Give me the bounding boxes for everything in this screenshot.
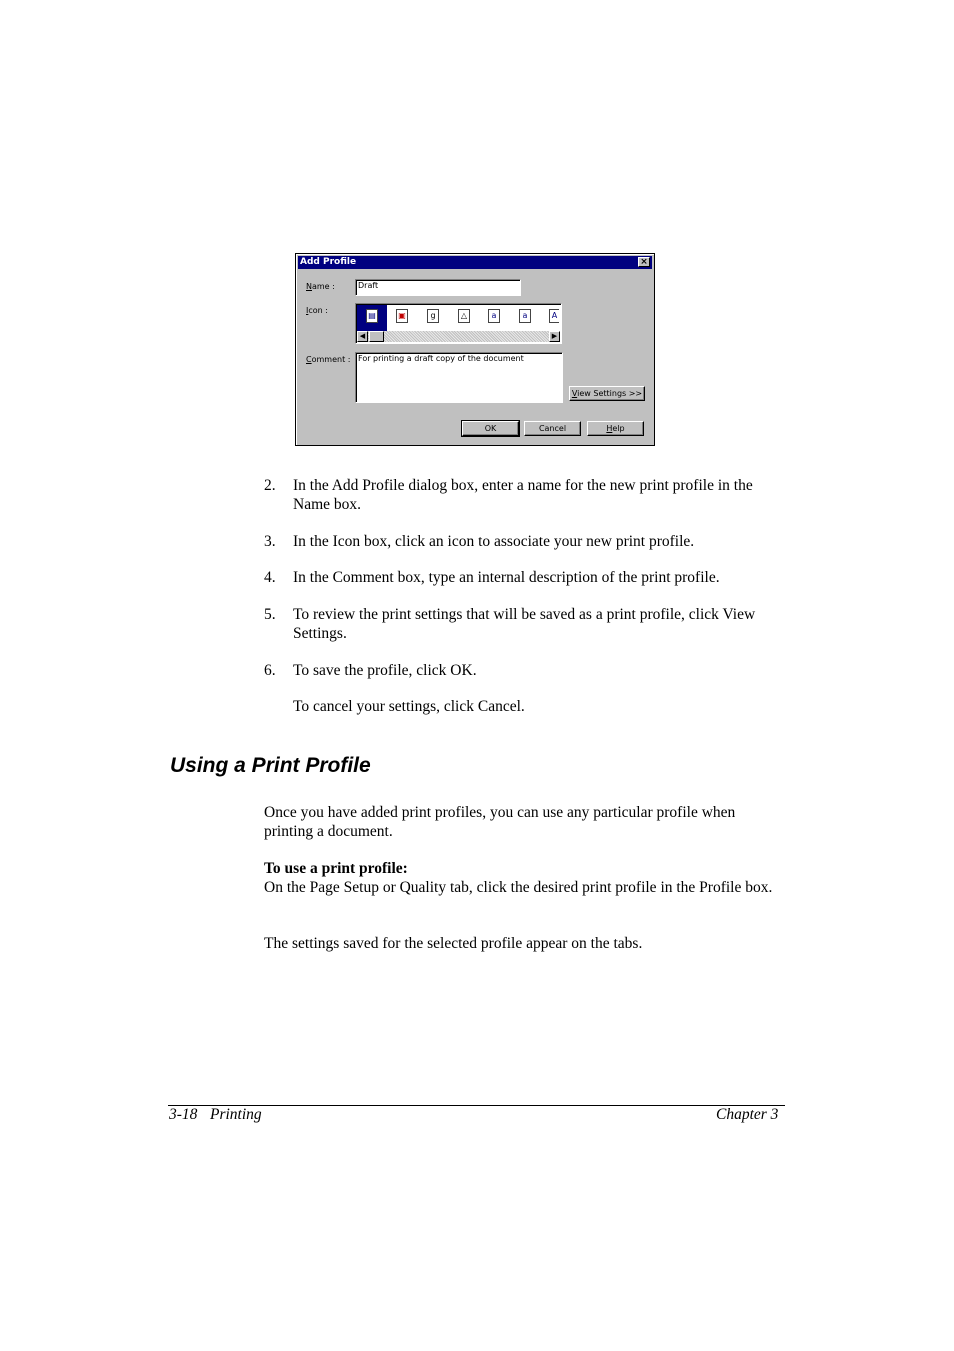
icon-scrollbar[interactable] xyxy=(357,331,560,342)
close-icon: × xyxy=(640,257,648,267)
text-document-icon[interactable]: ▤ xyxy=(366,309,378,323)
color-photo-icon[interactable]: ▣ xyxy=(396,309,408,323)
footer-section: Printing xyxy=(210,1106,262,1123)
result-paragraph: The settings saved for the selected profile appear on the tabs. xyxy=(264,935,643,952)
cancel-note: To cancel your settings, click Cancel. xyxy=(293,698,525,715)
name-input[interactable]: Draft xyxy=(355,279,521,296)
icon-list[interactable] xyxy=(355,303,562,344)
a-at-icon[interactable]: a xyxy=(519,309,531,323)
name-label: Name : xyxy=(306,282,335,291)
cancel-button[interactable]: Cancel xyxy=(524,421,581,436)
scroll-left-icon[interactable]: ◀ xyxy=(357,331,368,342)
sketch-icon[interactable]: △ xyxy=(458,309,470,323)
section-heading: Using a Print Profile xyxy=(170,754,371,777)
a-blue-icon[interactable]: A xyxy=(549,309,559,323)
comment-label: Comment : xyxy=(306,355,351,364)
help-button[interactable]: Help xyxy=(587,421,644,436)
intro-paragraph: Once you have added print profiles, you can use any particular profile when printing a document. xyxy=(264,804,736,840)
dialog-title: Add Profile xyxy=(300,257,357,267)
dialog-titlebar xyxy=(298,256,652,269)
procedure-text: On the Page Setup or Quality tab, click the desired print profile in the Profile box. xyxy=(264,879,773,896)
footer-chapter: Chapter 3 xyxy=(716,1106,779,1123)
comment-textarea[interactable]: For printing a draft copy of the document xyxy=(355,352,563,403)
close-button[interactable] xyxy=(638,257,650,267)
ok-button[interactable]: OK xyxy=(462,421,519,436)
icon-label: Icon : xyxy=(306,306,328,315)
scroll-thumb[interactable] xyxy=(369,331,384,342)
photo-g-icon[interactable]: g xyxy=(427,309,439,323)
footer-page-number: 3-18 xyxy=(169,1106,198,1123)
a-letter-icon[interactable]: a xyxy=(488,309,500,323)
view-settings-button[interactable]: View Settings >> xyxy=(569,386,645,401)
procedure-title: To use a print profile: xyxy=(264,860,408,877)
add-profile-dialog xyxy=(295,253,655,446)
scroll-right-icon[interactable]: ▶ xyxy=(549,331,560,342)
